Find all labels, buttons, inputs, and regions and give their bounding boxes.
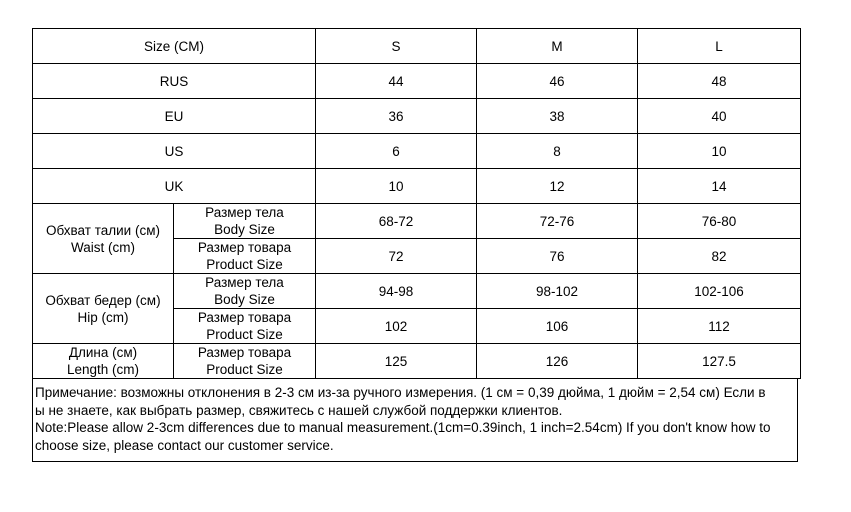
note-line: choose size, please contact our customer service. — [35, 437, 334, 453]
table-row — [33, 274, 801, 309]
table-row — [33, 169, 801, 204]
value-cell: 38 — [477, 99, 638, 134]
measure-label-cell: Обхват талии (см) Waist (cm) — [33, 204, 174, 274]
value-cell: 14 — [638, 169, 801, 204]
value-cell: 12 — [477, 169, 638, 204]
value-cell: 36 — [316, 99, 477, 134]
size-header-cell: L — [638, 29, 801, 64]
row-label-cell: RUS — [33, 64, 316, 99]
value-cell: 106 — [477, 309, 638, 344]
value-cell: 112 — [638, 309, 801, 344]
table-row — [33, 99, 801, 134]
row-label-cell: US — [33, 134, 316, 169]
table-row — [33, 344, 801, 379]
size-table — [32, 28, 801, 379]
value-cell: 10 — [316, 169, 477, 204]
value-cell: 127.5 — [638, 344, 801, 379]
value-cell: 46 — [477, 64, 638, 99]
value-cell: 68-72 — [316, 204, 477, 239]
row-label-cell: EU — [33, 99, 316, 134]
size-chart — [32, 28, 800, 462]
value-cell: 102 — [316, 309, 477, 344]
size-header-cell: S — [316, 29, 477, 64]
value-cell: 10 — [638, 134, 801, 169]
value-cell: 8 — [477, 134, 638, 169]
measurement-note — [32, 379, 798, 462]
value-cell: 6 — [316, 134, 477, 169]
row-label-cell: UK — [33, 169, 316, 204]
note-line: Note:Please allow 2-3cm differences due to manual measurement.(1cm=0.39inch, 1 inch=2.54cm) If you don't know how to — [35, 420, 771, 435]
table-row — [33, 204, 801, 239]
value-cell: 98-102 — [477, 274, 638, 309]
value-cell: 102-106 — [638, 274, 801, 309]
note-line: Примечание: возможны отклонения в 2-3 см из-за ручного измерения. (1 см = 0,39 дюйма, 1 дюйм = 2,54 см) Если в — [35, 385, 766, 400]
measure-type-cell: Размер товара Product Size — [174, 344, 316, 379]
value-cell: 72 — [316, 239, 477, 274]
value-cell: 94-98 — [316, 274, 477, 309]
header-label-cell: Size (CM) — [33, 29, 316, 64]
measure-label-cell: Длина (см) Length (cm) — [33, 344, 174, 379]
value-cell: 125 — [316, 344, 477, 379]
value-cell: 76 — [477, 239, 638, 274]
measure-label-cell: Обхват бедер (см) Hip (cm) — [33, 274, 174, 344]
measure-type-cell: Размер тела Body Size — [174, 274, 316, 309]
table-row — [33, 134, 801, 169]
value-cell: 72-76 — [477, 204, 638, 239]
table-row — [33, 64, 801, 99]
value-cell: 48 — [638, 64, 801, 99]
measure-type-cell: Размер тела Body Size — [174, 204, 316, 239]
size-header-cell: M — [477, 29, 638, 64]
measure-type-cell: Размер товара Product Size — [174, 309, 316, 344]
value-cell: 44 — [316, 64, 477, 99]
value-cell: 82 — [638, 239, 801, 274]
note-line: ы не знаете, как выбрать размер, свяжитесь с нашей службой поддержки клиентов. — [35, 402, 563, 418]
value-cell: 76-80 — [638, 204, 801, 239]
value-cell: 126 — [477, 344, 638, 379]
value-cell: 40 — [638, 99, 801, 134]
header-row — [33, 29, 801, 64]
size-table-body — [33, 29, 801, 379]
measure-type-cell: Размер товара Product Size — [174, 239, 316, 274]
